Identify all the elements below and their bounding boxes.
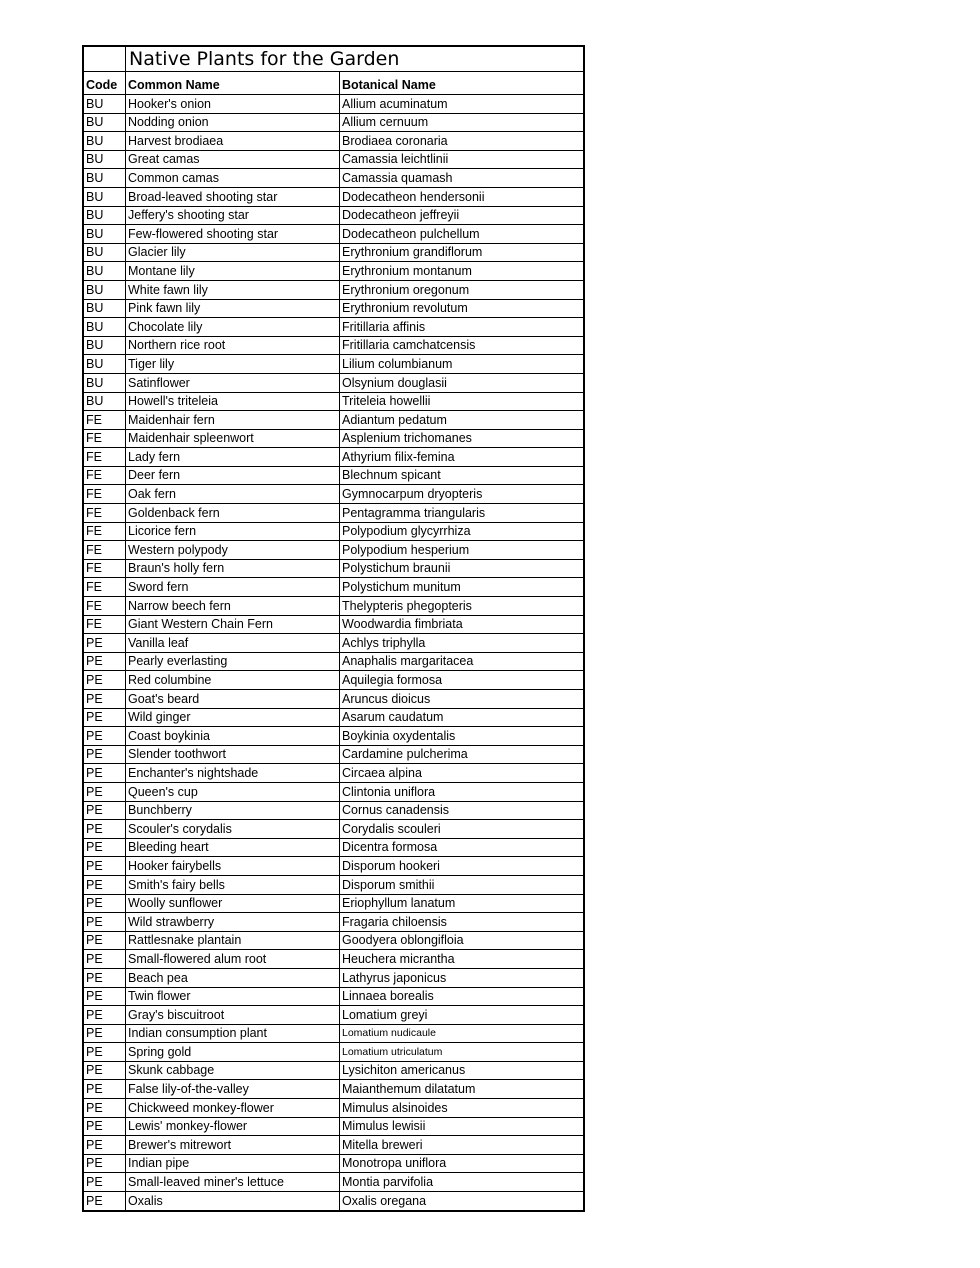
code-cell: BU xyxy=(83,355,126,374)
table-row xyxy=(83,466,584,485)
common-name-cell: Hooker's onion xyxy=(126,95,340,114)
code-cell: PE xyxy=(83,838,126,857)
code-cell: PE xyxy=(83,690,126,709)
code-cell: BU xyxy=(83,336,126,355)
table-row xyxy=(83,987,584,1006)
code-cell: FE xyxy=(83,615,126,634)
common-name-cell: Satinflower xyxy=(126,373,340,392)
botanical-name-cell: Thelypteris phegopteris xyxy=(340,597,585,616)
botanical-name-cell: Maianthemum dilatatum xyxy=(340,1080,585,1099)
botanical-name-cell: Fritillaria affinis xyxy=(340,318,585,337)
common-name-cell: Small-flowered alum root xyxy=(126,950,340,969)
botanical-name-cell: Lilium columbianum xyxy=(340,355,585,374)
botanical-name-cell: Erythronium oregonum xyxy=(340,280,585,299)
table-row xyxy=(83,187,584,206)
code-cell: PE xyxy=(83,1136,126,1155)
code-cell: BU xyxy=(83,243,126,262)
code-cell: BU xyxy=(83,187,126,206)
common-name-cell: Harvest brodiaea xyxy=(126,132,340,151)
table-row xyxy=(83,913,584,932)
common-name-cell: Wild ginger xyxy=(126,708,340,727)
table-row xyxy=(83,690,584,709)
table-row xyxy=(83,950,584,969)
code-cell: PE xyxy=(83,1117,126,1136)
common-name-cell: Slender toothwort xyxy=(126,745,340,764)
table-row xyxy=(83,857,584,876)
code-cell: PE xyxy=(83,913,126,932)
table-row xyxy=(83,1043,584,1062)
table-row xyxy=(83,820,584,839)
code-cell: PE xyxy=(83,1043,126,1062)
botanical-name-cell: Clintonia uniflora xyxy=(340,782,585,801)
common-name-cell: Brewer's mitrewort xyxy=(126,1136,340,1155)
code-cell: BU xyxy=(83,132,126,151)
table-row xyxy=(83,262,584,281)
botanical-name-cell: Polypodium hesperium xyxy=(340,541,585,560)
botanical-name-cell: Anaphalis margaritacea xyxy=(340,652,585,671)
table-row xyxy=(83,931,584,950)
common-name-cell: Sword fern xyxy=(126,578,340,597)
common-name-cell: Tiger lily xyxy=(126,355,340,374)
botanical-name-cell: Erythronium grandiflorum xyxy=(340,243,585,262)
common-name-cell: White fawn lily xyxy=(126,280,340,299)
table-row xyxy=(83,782,584,801)
table-row xyxy=(83,1192,584,1211)
table-row xyxy=(83,299,584,318)
botanical-name-cell: Cornus canadensis xyxy=(340,801,585,820)
header-row xyxy=(83,72,584,95)
code-cell: PE xyxy=(83,1173,126,1192)
table-row xyxy=(83,392,584,411)
common-name-cell: Queen's cup xyxy=(126,782,340,801)
code-cell: BU xyxy=(83,95,126,114)
code-cell: FE xyxy=(83,504,126,523)
botanical-name-cell: Lathyrus japonicus xyxy=(340,968,585,987)
common-name-cell: Nodding onion xyxy=(126,113,340,132)
botanical-name-cell: Corydalis scouleri xyxy=(340,820,585,839)
table-row xyxy=(83,634,584,653)
botanical-name-cell: Disporum smithii xyxy=(340,875,585,894)
table-row xyxy=(83,1061,584,1080)
code-cell: FE xyxy=(83,522,126,541)
common-name-cell: Coast boykinia xyxy=(126,727,340,746)
code-cell: PE xyxy=(83,727,126,746)
title-row xyxy=(83,46,584,72)
code-cell: BU xyxy=(83,262,126,281)
common-name-cell: Oxalis xyxy=(126,1192,340,1211)
botanical-name-cell: Montia parvifolia xyxy=(340,1173,585,1192)
table-row xyxy=(83,206,584,225)
code-cell: PE xyxy=(83,708,126,727)
botanical-name-cell: Goodyera oblongifloia xyxy=(340,931,585,950)
table-row xyxy=(83,559,584,578)
botanical-name-cell: Mimulus lewisii xyxy=(340,1117,585,1136)
header-botanical-name: Botanical Name xyxy=(340,72,585,95)
botanical-name-cell: Linnaea borealis xyxy=(340,987,585,1006)
header-code: Code xyxy=(83,72,126,95)
common-name-cell: Spring gold xyxy=(126,1043,340,1062)
table-row xyxy=(83,764,584,783)
common-name-cell: Lady fern xyxy=(126,448,340,467)
code-cell: PE xyxy=(83,671,126,690)
code-cell: PE xyxy=(83,894,126,913)
header-common-name: Common Name xyxy=(126,72,340,95)
botanical-name-cell: Aruncus dioicus xyxy=(340,690,585,709)
code-cell: BU xyxy=(83,318,126,337)
code-cell: BU xyxy=(83,280,126,299)
code-cell: BU xyxy=(83,150,126,169)
botanical-name-cell: Blechnum spicant xyxy=(340,466,585,485)
common-name-cell: Beach pea xyxy=(126,968,340,987)
table-row xyxy=(83,652,584,671)
table-row xyxy=(83,355,584,374)
common-name-cell: Smith's fairy bells xyxy=(126,875,340,894)
table-row xyxy=(83,448,584,467)
code-cell: BU xyxy=(83,373,126,392)
code-cell: PE xyxy=(83,968,126,987)
botanical-name-cell: Achlys triphylla xyxy=(340,634,585,653)
code-cell: PE xyxy=(83,764,126,783)
code-cell: FE xyxy=(83,466,126,485)
common-name-cell: Red columbine xyxy=(126,671,340,690)
code-cell: FE xyxy=(83,559,126,578)
table-row xyxy=(83,318,584,337)
botanical-name-cell: Lomatium utriculatum xyxy=(340,1043,585,1062)
table-row xyxy=(83,1099,584,1118)
common-name-cell: Bunchberry xyxy=(126,801,340,820)
common-name-cell: Common camas xyxy=(126,169,340,188)
botanical-name-cell: Oxalis oregana xyxy=(340,1192,585,1211)
common-name-cell: Montane lily xyxy=(126,262,340,281)
code-cell: PE xyxy=(83,875,126,894)
botanical-name-cell: Lomatium nudicaule xyxy=(340,1024,585,1043)
common-name-cell: Few-flowered shooting star xyxy=(126,225,340,244)
code-cell: PE xyxy=(83,857,126,876)
common-name-cell: Small-leaved miner's lettuce xyxy=(126,1173,340,1192)
table-row xyxy=(83,336,584,355)
botanical-name-cell: Gymnocarpum dryopteris xyxy=(340,485,585,504)
code-cell: BU xyxy=(83,225,126,244)
code-cell: BU xyxy=(83,299,126,318)
table-row xyxy=(83,1080,584,1099)
code-cell: PE xyxy=(83,1154,126,1173)
code-cell: PE xyxy=(83,652,126,671)
table-row xyxy=(83,411,584,430)
code-cell: FE xyxy=(83,541,126,560)
common-name-cell: Rattlesnake plantain xyxy=(126,931,340,950)
common-name-cell: Enchanter's nightshade xyxy=(126,764,340,783)
table-row xyxy=(83,132,584,151)
table-row xyxy=(83,578,584,597)
common-name-cell: Broad-leaved shooting star xyxy=(126,187,340,206)
table-row xyxy=(83,243,584,262)
botanical-name-cell: Lomatium greyi xyxy=(340,1006,585,1025)
table-row xyxy=(83,597,584,616)
common-name-cell: Chickweed monkey-flower xyxy=(126,1099,340,1118)
botanical-name-cell: Allium acuminatum xyxy=(340,95,585,114)
table-row xyxy=(83,1006,584,1025)
table-row xyxy=(83,875,584,894)
table-row xyxy=(83,745,584,764)
table-row xyxy=(83,894,584,913)
botanical-name-cell: Monotropa uniflora xyxy=(340,1154,585,1173)
common-name-cell: Twin flower xyxy=(126,987,340,1006)
botanical-name-cell: Eriophyllum lanatum xyxy=(340,894,585,913)
code-cell: PE xyxy=(83,1061,126,1080)
common-name-cell: Gray's biscuitroot xyxy=(126,1006,340,1025)
code-cell: BU xyxy=(83,169,126,188)
common-name-cell: Northern rice root xyxy=(126,336,340,355)
common-name-cell: Wild strawberry xyxy=(126,913,340,932)
table-row xyxy=(83,727,584,746)
botanical-name-cell: Pentagramma triangularis xyxy=(340,504,585,523)
botanical-name-cell: Erythronium revolutum xyxy=(340,299,585,318)
common-name-cell: Narrow beech fern xyxy=(126,597,340,616)
botanical-name-cell: Dodecatheon jeffreyii xyxy=(340,206,585,225)
table-row xyxy=(83,671,584,690)
botanical-name-cell: Dodecatheon pulchellum xyxy=(340,225,585,244)
code-cell: PE xyxy=(83,1192,126,1211)
code-cell: PE xyxy=(83,931,126,950)
botanical-name-cell: Adiantum pedatum xyxy=(340,411,585,430)
common-name-cell: Hooker fairybells xyxy=(126,857,340,876)
botanical-name-cell: Cardamine pulcherima xyxy=(340,745,585,764)
code-cell: BU xyxy=(83,113,126,132)
plant-table xyxy=(82,45,585,1212)
common-name-cell: Indian consumption plant xyxy=(126,1024,340,1043)
code-cell: FE xyxy=(83,448,126,467)
botanical-name-cell: Olsynium douglasii xyxy=(340,373,585,392)
code-cell: PE xyxy=(83,801,126,820)
botanical-name-cell: Triteleia howellii xyxy=(340,392,585,411)
botanical-name-cell: Disporum hookeri xyxy=(340,857,585,876)
code-cell: PE xyxy=(83,634,126,653)
code-cell: FE xyxy=(83,429,126,448)
common-name-cell: Maidenhair spleenwort xyxy=(126,429,340,448)
table-row xyxy=(83,801,584,820)
botanical-name-cell: Woodwardia fimbriata xyxy=(340,615,585,634)
common-name-cell: Braun's holly fern xyxy=(126,559,340,578)
common-name-cell: Great camas xyxy=(126,150,340,169)
botanical-name-cell: Boykinia oxydentalis xyxy=(340,727,585,746)
common-name-cell: Giant Western Chain Fern xyxy=(126,615,340,634)
common-name-cell: Pearly everlasting xyxy=(126,652,340,671)
botanical-name-cell: Polypodium glycyrrhiza xyxy=(340,522,585,541)
table-row xyxy=(83,429,584,448)
table-row xyxy=(83,968,584,987)
common-name-cell: Pink fawn lily xyxy=(126,299,340,318)
code-cell: FE xyxy=(83,485,126,504)
botanical-name-cell: Camassia quamash xyxy=(340,169,585,188)
botanical-name-cell: Athyrium filix-femina xyxy=(340,448,585,467)
code-cell: PE xyxy=(83,820,126,839)
table-row xyxy=(83,150,584,169)
common-name-cell: Bleeding heart xyxy=(126,838,340,857)
botanical-name-cell: Mitella breweri xyxy=(340,1136,585,1155)
common-name-cell: Chocolate lily xyxy=(126,318,340,337)
botanical-name-cell: Dodecatheon hendersonii xyxy=(340,187,585,206)
code-cell: PE xyxy=(83,745,126,764)
common-name-cell: Western polypody xyxy=(126,541,340,560)
common-name-cell: Vanilla leaf xyxy=(126,634,340,653)
common-name-cell: Maidenhair fern xyxy=(126,411,340,430)
botanical-name-cell: Polystichum munitum xyxy=(340,578,585,597)
common-name-cell: Skunk cabbage xyxy=(126,1061,340,1080)
botanical-name-cell: Erythronium montanum xyxy=(340,262,585,281)
common-name-cell: Woolly sunflower xyxy=(126,894,340,913)
common-name-cell: Deer fern xyxy=(126,466,340,485)
botanical-name-cell: Asarum caudatum xyxy=(340,708,585,727)
table-row xyxy=(83,113,584,132)
botanical-name-cell: Aquilegia formosa xyxy=(340,671,585,690)
table-row xyxy=(83,373,584,392)
botanical-name-cell: Heuchera micrantha xyxy=(340,950,585,969)
table-row xyxy=(83,838,584,857)
code-cell: FE xyxy=(83,597,126,616)
code-cell: PE xyxy=(83,1006,126,1025)
common-name-cell: Glacier lily xyxy=(126,243,340,262)
botanical-name-cell: Circaea alpina xyxy=(340,764,585,783)
code-cell: BU xyxy=(83,206,126,225)
botanical-name-cell: Polystichum braunii xyxy=(340,559,585,578)
table-row xyxy=(83,541,584,560)
botanical-name-cell: Lysichiton americanus xyxy=(340,1061,585,1080)
botanical-name-cell: Allium cernuum xyxy=(340,113,585,132)
code-cell: FE xyxy=(83,578,126,597)
common-name-cell: Howell's triteleia xyxy=(126,392,340,411)
botanical-name-cell: Mimulus alsinoides xyxy=(340,1099,585,1118)
common-name-cell: Scouler's corydalis xyxy=(126,820,340,839)
table-row xyxy=(83,615,584,634)
table-row xyxy=(83,95,584,114)
botanical-name-cell: Camassia leichtlinii xyxy=(340,150,585,169)
common-name-cell: Goldenback fern xyxy=(126,504,340,523)
botanical-name-cell: Fritillaria camchatcensis xyxy=(340,336,585,355)
code-cell: PE xyxy=(83,1080,126,1099)
table-row xyxy=(83,1117,584,1136)
code-cell: PE xyxy=(83,987,126,1006)
common-name-cell: False lily-of-the-valley xyxy=(126,1080,340,1099)
table-row xyxy=(83,1024,584,1043)
table-row xyxy=(83,1136,584,1155)
table-row xyxy=(83,1154,584,1173)
page-title: Native Plants for the Garden xyxy=(129,48,400,70)
common-name-cell: Indian pipe xyxy=(126,1154,340,1173)
table-row xyxy=(83,504,584,523)
code-cell: BU xyxy=(83,392,126,411)
botanical-name-cell: Brodiaea coronaria xyxy=(340,132,585,151)
code-cell: PE xyxy=(83,1024,126,1043)
table-row xyxy=(83,708,584,727)
table-row xyxy=(83,485,584,504)
common-name-cell: Licorice fern xyxy=(126,522,340,541)
botanical-name-cell: Dicentra formosa xyxy=(340,838,585,857)
table-row xyxy=(83,522,584,541)
table-row xyxy=(83,1173,584,1192)
code-cell: PE xyxy=(83,782,126,801)
common-name-cell: Lewis' monkey-flower xyxy=(126,1117,340,1136)
table-row xyxy=(83,225,584,244)
table-row xyxy=(83,280,584,299)
common-name-cell: Goat's beard xyxy=(126,690,340,709)
table-row xyxy=(83,169,584,188)
botanical-name-cell: Asplenium trichomanes xyxy=(340,429,585,448)
botanical-name-cell: Fragaria chiloensis xyxy=(340,913,585,932)
code-cell: PE xyxy=(83,950,126,969)
code-cell: PE xyxy=(83,1099,126,1118)
code-cell: FE xyxy=(83,411,126,430)
common-name-cell: Jeffery's shooting star xyxy=(126,206,340,225)
common-name-cell: Oak fern xyxy=(126,485,340,504)
title-empty-cell xyxy=(83,46,126,72)
